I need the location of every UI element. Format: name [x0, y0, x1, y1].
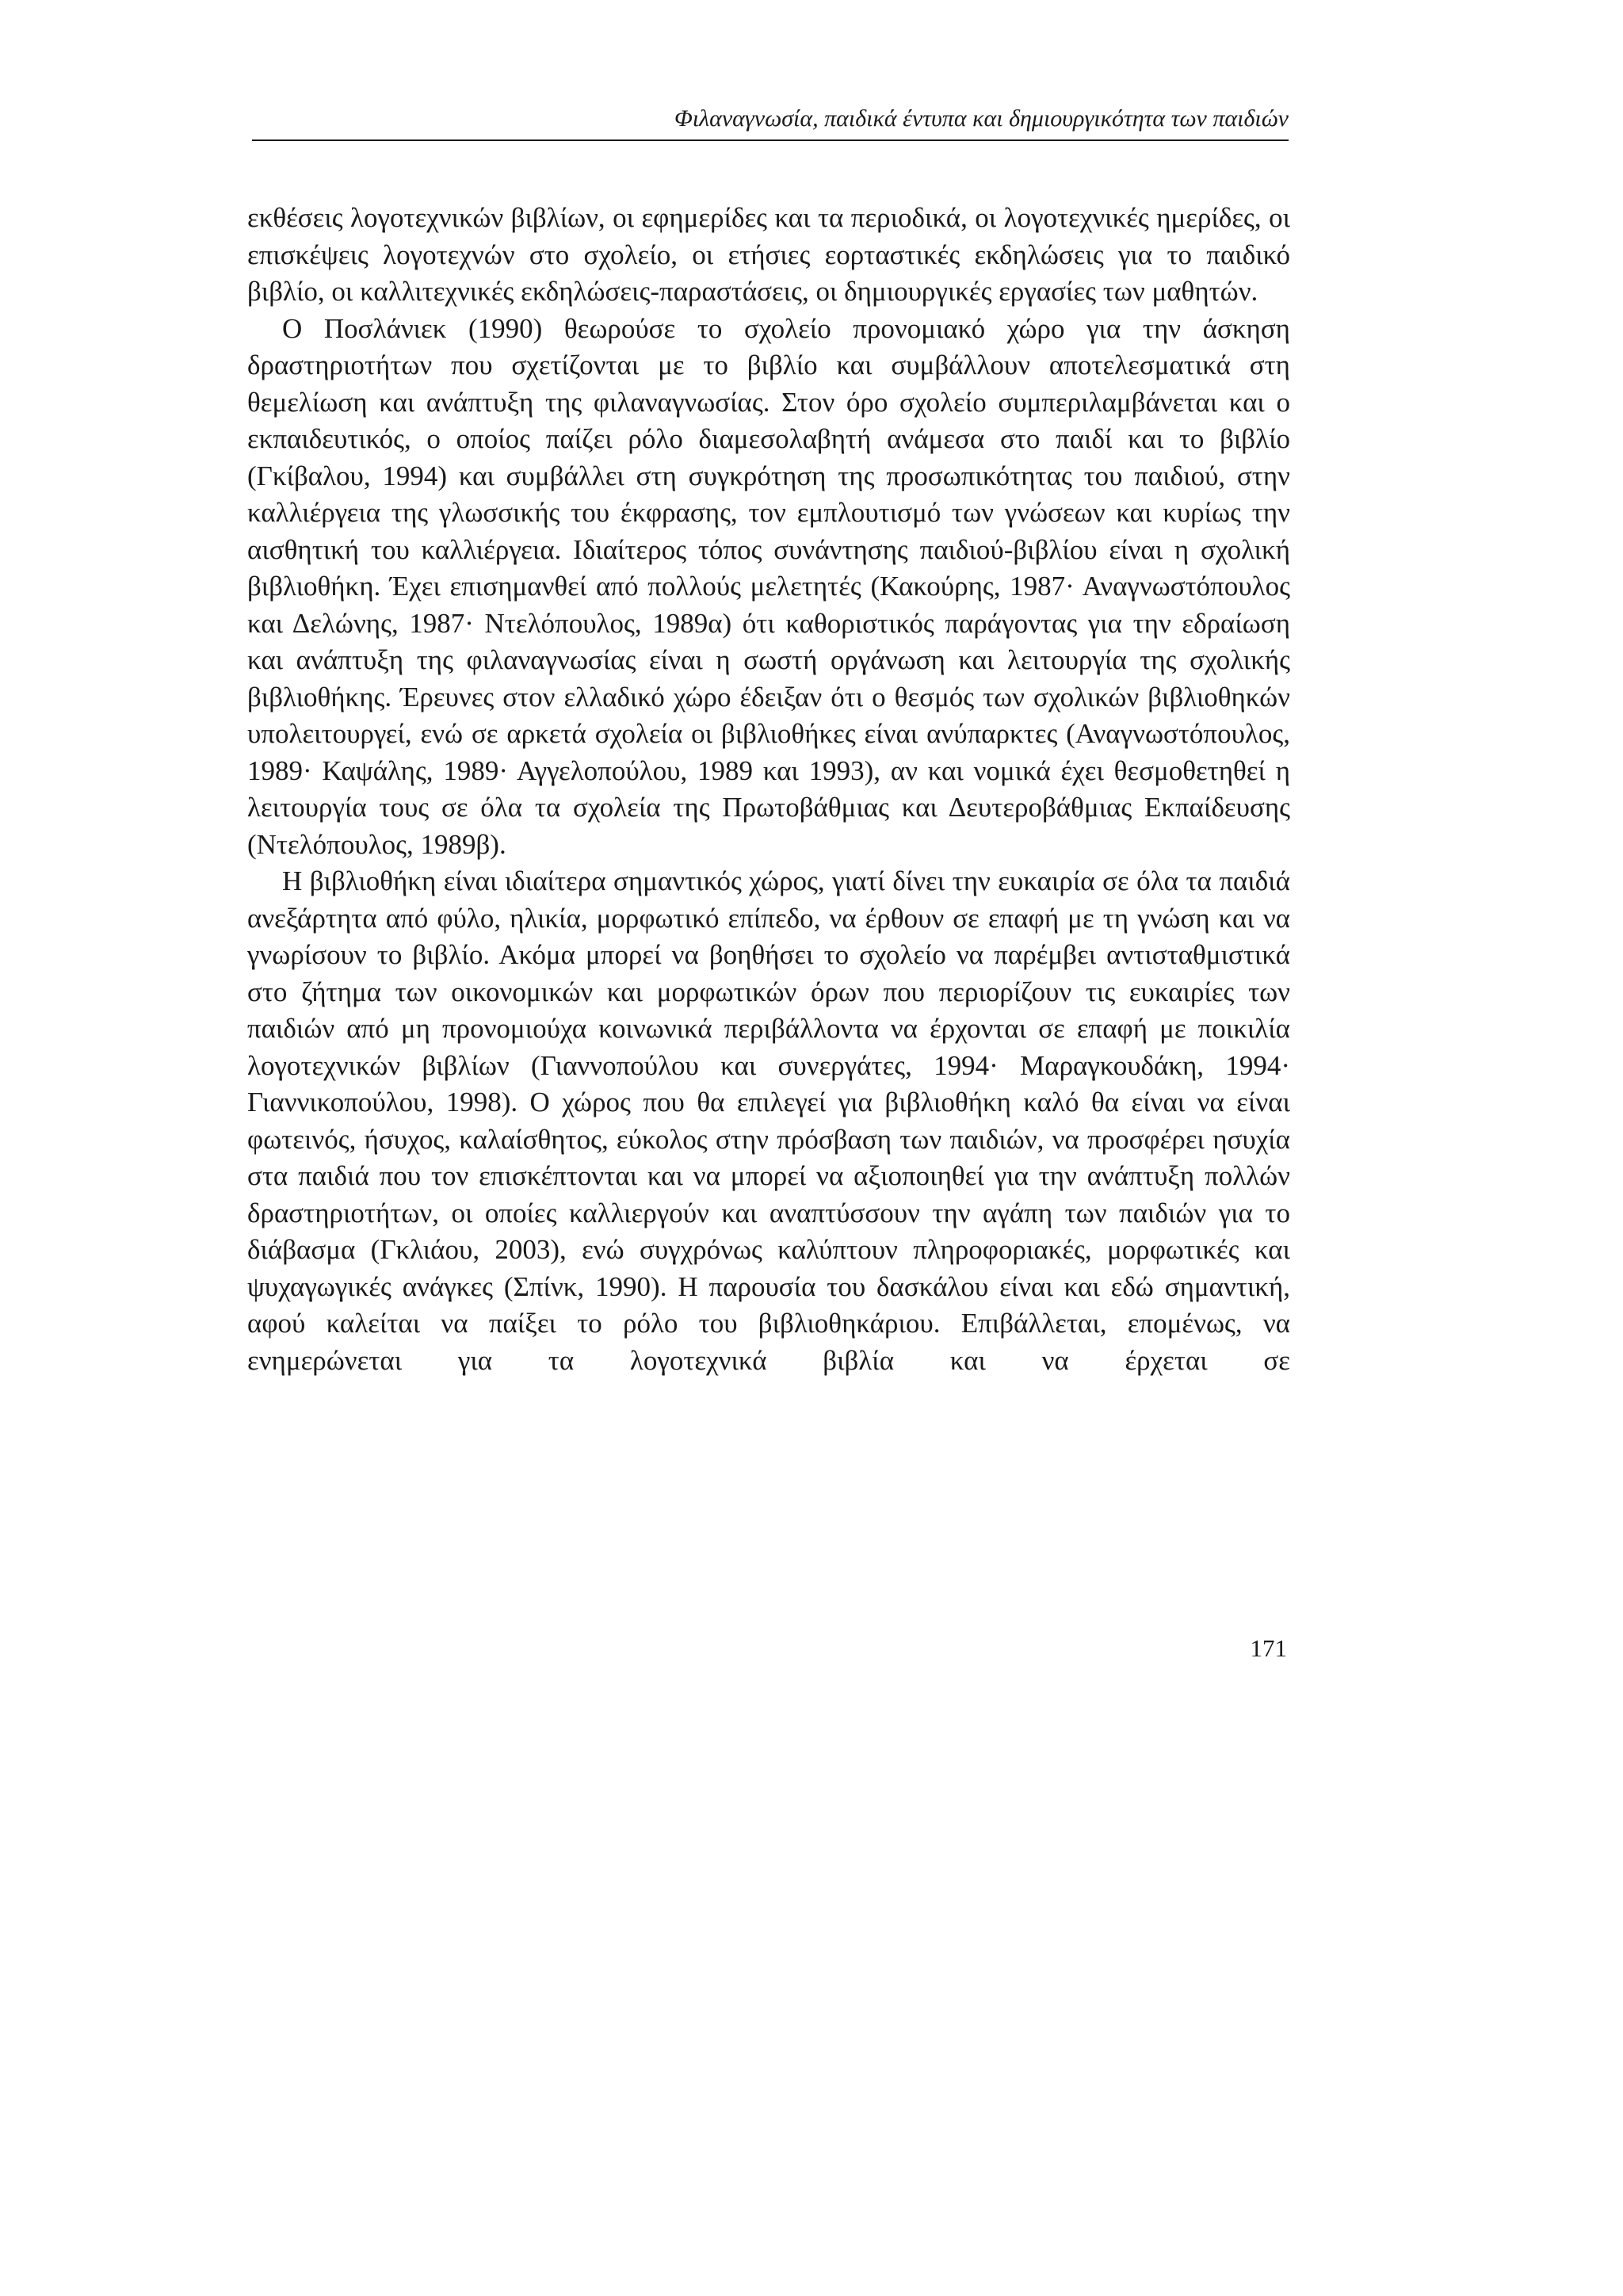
running-head: Φιλαναγνωσία, παιδικά έντυπα και δημιουργικότητα των παιδιών [674, 105, 1289, 132]
paragraph-continued: εκθέσεις λογοτεχνικών βιβλίων, οι εφημερίδες και τα περιοδικά, οι λογοτεχνικές ημερίδες, οι επισκέψεις λογοτεχνών στο σχολείο, οι ετήσιες εορταστικές εκδηλώσεις για το παιδικό βιβλίο, οι καλλιτεχνικές εκδηλώσεις-παραστάσεις, οι δημιουργικές εργασίες των μαθητών. [247, 202, 1290, 307]
page-number: 171 [1250, 1634, 1287, 1662]
body-text [247, 200, 1290, 1379]
paragraph-library: Η βιβλιοθήκη είναι ιδιαίτερα σημαντικός χώρος, γιατί δίνει την ευκαιρία σε όλα τα παιδιά ανεξάρτητα από φύλο, ηλικία, μορφωτικό επίπεδο, να έρθουν σε επαφή με τη γνώση και να γνωρίσουν το βιβλίο. Ακόμα μπορεί να βοηθήσει το σχολείο να παρέμβει αντισταθμιστικά στο ζήτημα των οικονομικών και μορφωτικών όρων που περιορίζουν τις ευκαιρίες των παιδιών από μη προνομιούχα κοινωνικά περιβάλλοντα να έρχονται σε επαφή με ποικιλία λογοτεχνικών βιβλίων (Γιαννοπούλου και συνεργάτες, 1994· Μαραγκουδάκη, 1994· Γιαννικοπούλου, 1998). Ο χώρος που θα επιλεγεί για βιβλιοθήκη καλό θα είναι να είναι φωτεινός, ήσυχος, καλαίσθητος, εύκολος στην πρόσβαση των παιδιών, να προσφέρει ησυχία στα παιδιά που τον επισκέπτονται και να μπορεί να αξιοποιηθεί για την ανάπτυξη πολλών δραστηριοτήτων, οι οποίες καλλιεργούν και αναπτύσσουν την αγάπη των παιδιών για το διάβασμα (Γκλιάου, 2003), ενώ συγχρόνως καλύπτουν πληροφοριακές, μορφωτικές και ψυχαγωγικές ανάγκες (Σπίνκ, 1990). Η παρουσία του δασκάλου είναι και εδώ σημαντική, αφού καλείται να παίξει το ρόλο του βιβλιοθηκάριου. Επιβάλλεται, επομένως, να ενημερώνεται για τα λογοτεχνικά βιβλία και να έρχεται σε [247, 865, 1290, 1376]
header-rule [252, 139, 1289, 141]
paragraph-poslaniek: Ο Ποσλάνιεκ (1990) θεωρούσε το σχολείο προνομιακό χώρο για την άσκηση δραστηριοτήτων που σχετίζονται με το βιβλίο και συμβάλλουν αποτελεσματικά στη θεμελίωση και ανάπτυξη της φιλαναγνωσίας. Στον όρο σχολείο συμπεριλαμβάνεται και ο εκπαιδευτικός, ο οποίος παίζει ρόλο διαμεσολαβητή ανάμεσα στο παιδί και το βιβλίο (Γκίβαλου, 1994) και συμβάλλει στη συγκρότηση της προσωπικότητας του παιδιού, στην καλλιέργεια της γλωσσικής του έκφρασης, τον εμπλουτισμό των γνώσεων και κυρίως την αισθητική του καλλιέργεια. Ιδιαίτερος τόπος συνάντησης παιδιού-βιβλίου είναι η σχολική βιβλιοθήκη. Έχει επισημανθεί από πολλούς μελετητές (Κακούρης, 1987· Αναγνωστόπουλος και Δελώνης, 1987· Ντελόπουλος, 1989α) ότι καθοριστικός παράγοντας για την εδραίωση και ανάπτυξη της φιλαναγνωσίας είναι η σωστή οργάνωση και λειτουργία της σχολικής βιβλιοθήκης. Έρευνες στον ελλαδικό χώρο έδειξαν ότι ο θεσμός των σχολικών βιβλιοθηκών υπολειτουργεί, ενώ σε αρκετά σχολεία οι βιβλιοθήκες είναι ανύπαρκτες (Αναγνωστόπουλος, 1989· Καψάλης, 1989· Αγγελοπούλου, 1989 και 1993), αν και νομικά έχει θεσμοθετηθεί η λειτουργία τους σε όλα τα σχολεία της Πρωτοβάθμιας και Δευτεροβάθμιας Εκπαίδευσης (Ντελόπουλος, 1989β). [247, 312, 1290, 860]
